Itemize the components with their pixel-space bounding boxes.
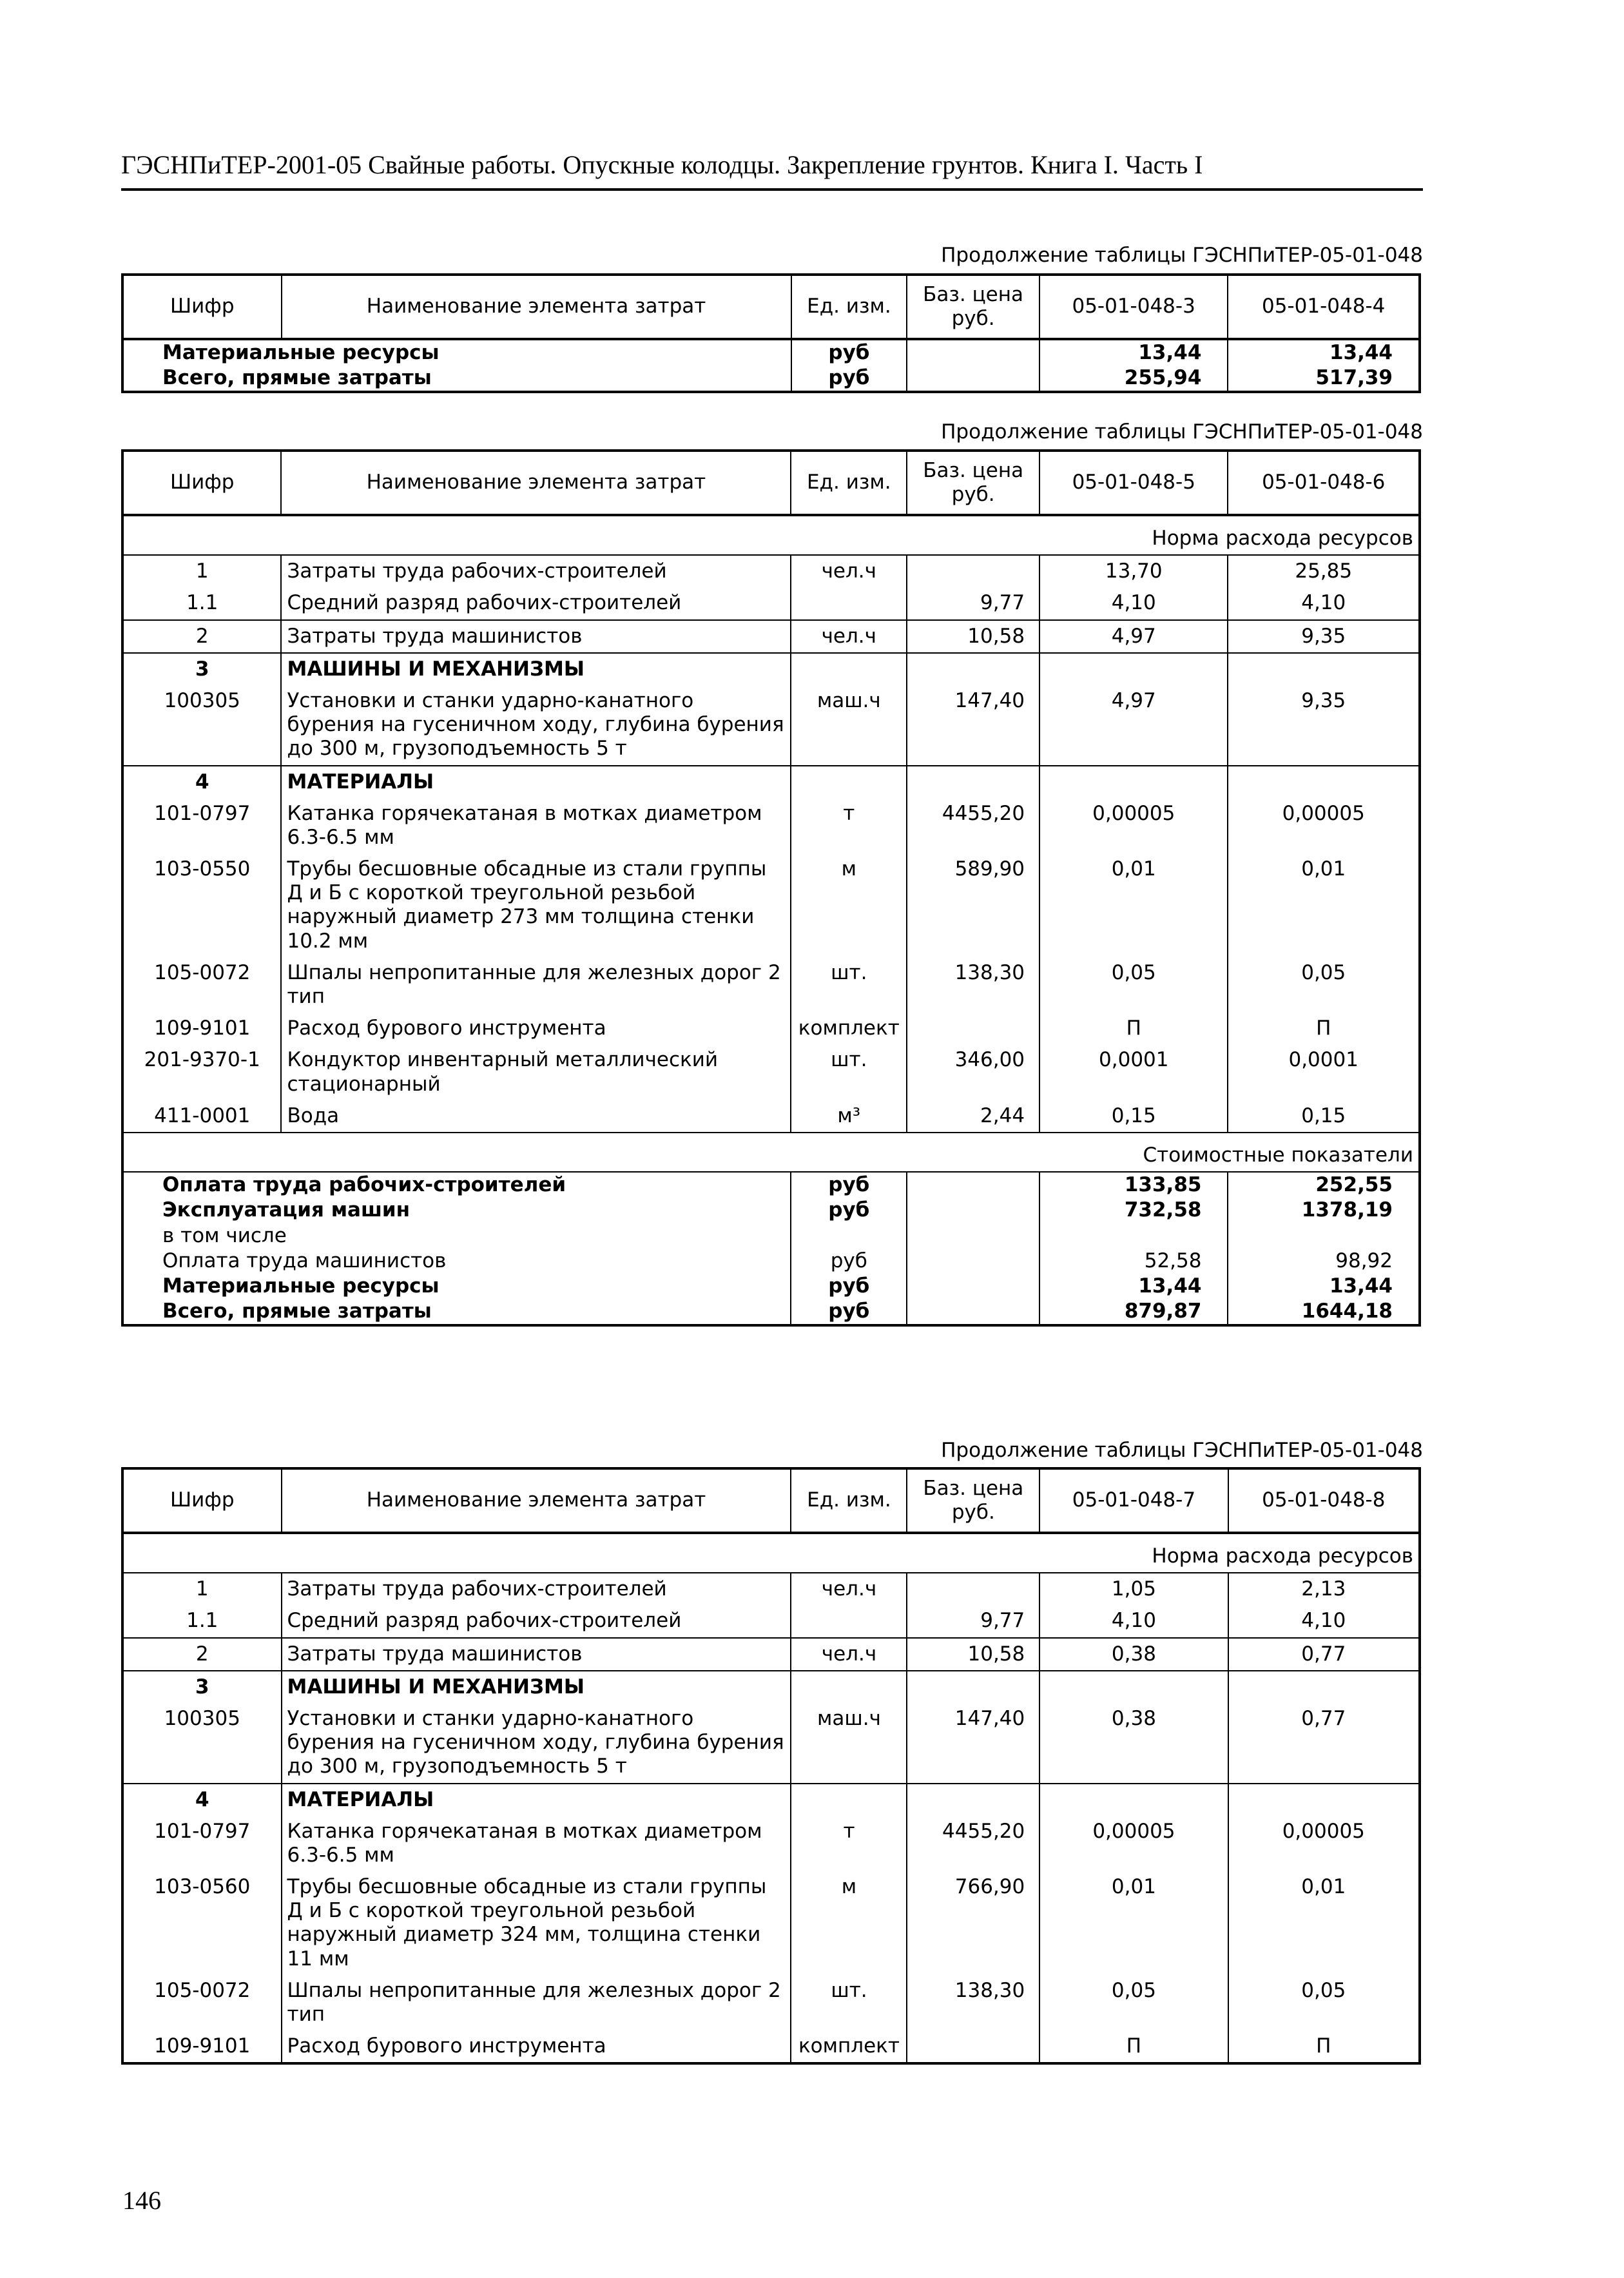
header-col-1: 05-01-048-5: [1039, 451, 1228, 515]
name-cell: Катанка горячекатаная в мотках диаметром 6.3-6.5 мм: [282, 1816, 791, 1871]
table-caption: Продолжение таблицы ГЭСНПиТЕР-05-01-048: [941, 420, 1423, 443]
code-cell: 201-9370-1: [122, 1044, 281, 1100]
value-cell-1: 0,0001: [1039, 1044, 1228, 1100]
code-cell: 3: [122, 653, 281, 685]
unit-cell: т: [791, 1816, 907, 1871]
value-cell-1: [1039, 766, 1228, 798]
name-cell: Кондуктор инвентарный металлический стационарный: [281, 1044, 791, 1100]
unit-cell: руб: [791, 1172, 907, 1198]
value-cell-1: [1039, 653, 1228, 685]
table-row: [122, 1605, 1420, 1637]
code-cell: 1: [122, 555, 281, 587]
header-price: Баз. цена руб.: [907, 275, 1039, 339]
price-cell: [907, 1198, 1039, 1223]
code-cell: 105-0072: [122, 1975, 282, 2030]
unit-cell: [791, 1671, 907, 1703]
summary-row: [122, 1198, 1420, 1223]
value-cell-2: [1228, 1671, 1420, 1703]
header-name: Наименование элемента затрат: [282, 1468, 791, 1533]
price-cell: [907, 1784, 1039, 1816]
value-cell-1: [1039, 1784, 1228, 1816]
header-unit: Ед. изм.: [791, 451, 907, 515]
value-cell-1: 1,05: [1039, 1573, 1228, 1605]
code-cell: 2: [122, 1638, 282, 1671]
section-row: [122, 1133, 1420, 1172]
unit-cell: комплект: [791, 2030, 907, 2063]
table-row: [122, 653, 1420, 685]
name-cell: Шпалы непропитанные для железных дорог 2 тип: [282, 1975, 791, 2030]
value-cell-2: 0,00005: [1228, 1816, 1420, 1871]
summary-row: [122, 1223, 1420, 1249]
value-cell-1: 732,58: [1039, 1198, 1228, 1223]
unit-cell: [791, 766, 907, 798]
name-cell: Трубы бесшовные обсадные из стали группы Д и Б с короткой треугольной резьбой наружный диаметр 273 мм толщина стенки 10.2 мм: [281, 853, 791, 957]
cost-table-2: [121, 449, 1421, 1327]
code-cell: 101-0797: [122, 1816, 282, 1871]
value-cell-1: 0,38: [1039, 1703, 1228, 1784]
price-cell: [907, 365, 1039, 392]
value-cell-1: 4,10: [1039, 1605, 1228, 1637]
code-cell: 109-9101: [122, 2030, 282, 2063]
unit-cell: шт.: [791, 1044, 907, 1100]
price-cell: 138,30: [907, 957, 1039, 1013]
value-cell-2: 13,44: [1228, 1274, 1420, 1299]
summary-label: Оплата труда рабочих-строителей: [122, 1172, 791, 1198]
unit-cell: шт.: [791, 1975, 907, 2030]
price-cell: [907, 1573, 1039, 1605]
page-number: 146: [122, 2186, 161, 2215]
value-cell-2: 0,0001: [1228, 1044, 1420, 1100]
unit-cell: [791, 1223, 907, 1249]
header-col-2: 05-01-048-4: [1228, 275, 1420, 339]
value-cell-1: 879,87: [1039, 1299, 1228, 1325]
price-cell: 9,77: [907, 1605, 1039, 1637]
unit-cell: [791, 653, 907, 685]
unit-cell: руб: [791, 339, 907, 365]
value-cell-1: 4,10: [1039, 587, 1228, 619]
value-cell-1: 13,44: [1039, 339, 1228, 365]
name-cell: Шпалы непропитанные для железных дорог 2 тип: [281, 957, 791, 1013]
value-cell-2: 0,00005: [1228, 798, 1420, 853]
table-row: [122, 685, 1420, 766]
value-cell-1: 52,58: [1039, 1249, 1228, 1274]
value-cell-2: 517,39: [1228, 365, 1420, 392]
summary-row: [122, 1274, 1420, 1299]
unit-cell: руб: [791, 365, 907, 392]
price-cell: [907, 555, 1039, 587]
code-cell: 109-9101: [122, 1013, 281, 1044]
unit-cell: чел.ч: [791, 555, 907, 587]
value-cell-2: П: [1228, 1013, 1420, 1044]
name-cell: Вода: [281, 1100, 791, 1133]
unit-cell: руб: [791, 1198, 907, 1223]
table-row: [122, 587, 1420, 619]
code-cell: 1.1: [122, 587, 281, 619]
value-cell-1: 4,97: [1039, 685, 1228, 766]
name-cell: МАШИНЫ И МЕХАНИЗМЫ: [282, 1671, 791, 1703]
summary-row: [122, 1299, 1420, 1325]
table-caption: Продолжение таблицы ГЭСНПиТЕР-05-01-048: [941, 1439, 1423, 1462]
value-cell-1: 0,05: [1039, 957, 1228, 1013]
header-col-1: 05-01-048-7: [1039, 1468, 1228, 1533]
price-cell: 147,40: [907, 685, 1039, 766]
price-cell: 4455,20: [907, 1816, 1039, 1871]
unit-cell: м: [791, 1871, 907, 1975]
value-cell-1: 0,05: [1039, 1975, 1228, 2030]
unit-cell: [791, 1784, 907, 1816]
name-cell: Расход бурового инструмента: [282, 2030, 791, 2063]
table-row: [122, 1013, 1420, 1044]
price-cell: [907, 1249, 1039, 1274]
value-cell-2: 0,05: [1228, 1975, 1420, 2030]
name-cell: Средний разряд рабочих-строителей: [281, 587, 791, 619]
unit-cell: руб: [791, 1274, 907, 1299]
value-cell-2: [1228, 653, 1420, 685]
value-cell-1: П: [1039, 1013, 1228, 1044]
table-row: [122, 1703, 1420, 1784]
code-cell: 103-0550: [122, 853, 281, 957]
section-label: Норма расхода ресурсов: [122, 1533, 1420, 1573]
code-cell: 2: [122, 620, 281, 653]
name-cell: Средний разряд рабочих-строителей: [282, 1605, 791, 1637]
header-price: Баз. цена руб.: [907, 1468, 1039, 1533]
price-cell: [907, 1274, 1039, 1299]
value-cell-2: 9,35: [1228, 620, 1420, 653]
name-cell: Затраты труда рабочих-строителей: [282, 1573, 791, 1605]
table-row: [122, 1573, 1420, 1605]
value-cell-1: 0,00005: [1039, 1816, 1228, 1871]
code-cell: 411-0001: [122, 1100, 281, 1133]
value-cell-2: 1378,19: [1228, 1198, 1420, 1223]
table-caption: Продолжение таблицы ГЭСНПиТЕР-05-01-048: [941, 244, 1423, 267]
name-cell: Затраты труда рабочих-строителей: [281, 555, 791, 587]
header-row: [122, 451, 1420, 515]
value-cell-2: 0,77: [1228, 1703, 1420, 1784]
value-cell-2: 0,15: [1228, 1100, 1420, 1133]
price-cell: [907, 2030, 1039, 2063]
summary-row: [122, 1172, 1420, 1198]
unit-cell: т: [791, 798, 907, 853]
price-cell: [907, 653, 1039, 685]
header-row: [122, 275, 1420, 339]
value-cell-2: 2,13: [1228, 1573, 1420, 1605]
price-cell: 10,58: [907, 620, 1039, 653]
summary-label: в том числе: [122, 1223, 791, 1249]
value-cell-2: 98,92: [1228, 1249, 1420, 1274]
name-cell: МАТЕРИАЛЫ: [282, 1784, 791, 1816]
value-cell-1: 0,38: [1039, 1638, 1228, 1671]
name-cell: Трубы бесшовные обсадные из стали группы Д и Б с короткой треугольной резьбой наружный диаметр 324 мм, толщина стенки 11 мм: [282, 1871, 791, 1975]
summary-row: [122, 339, 1420, 365]
header-col-1: 05-01-048-3: [1039, 275, 1228, 339]
header-code: Шифр: [122, 275, 282, 339]
price-cell: [907, 1172, 1039, 1198]
price-cell: [907, 1013, 1039, 1044]
value-cell-2: [1228, 1784, 1420, 1816]
header-row: [122, 1468, 1420, 1533]
price-cell: 138,30: [907, 1975, 1039, 2030]
table-row: [122, 1816, 1420, 1871]
value-cell-2: 1644,18: [1228, 1299, 1420, 1325]
running-header: ГЭСНПиТЕР-2001-05 Свайные работы. Опускные колодцы. Закрепление грунтов. Книга I. Часть I: [121, 150, 1203, 179]
header-name: Наименование элемента затрат: [282, 275, 791, 339]
section-row: [122, 515, 1420, 555]
table-row: [122, 1871, 1420, 1975]
summary-label: Всего, прямые затраты: [122, 365, 791, 392]
name-cell: Расход бурового инструмента: [281, 1013, 791, 1044]
code-cell: 101-0797: [122, 798, 281, 853]
name-cell: МАШИНЫ И МЕХАНИЗМЫ: [281, 653, 791, 685]
unit-cell: комплект: [791, 1013, 907, 1044]
value-cell-1: 0,01: [1039, 1871, 1228, 1975]
unit-cell: маш.ч: [791, 1703, 907, 1784]
unit-cell: руб: [791, 1299, 907, 1325]
section-label: Норма расхода ресурсов: [122, 515, 1420, 555]
table-row: [122, 957, 1420, 1013]
price-cell: [907, 766, 1039, 798]
value-cell-2: 13,44: [1228, 339, 1420, 365]
code-cell: 4: [122, 766, 281, 798]
table-row: [122, 1044, 1420, 1100]
summary-row: [122, 365, 1420, 392]
unit-cell: м: [791, 853, 907, 957]
name-cell: Установки и станки ударно-канатного бурения на гусеничном ходу, глубина бурения до 300 м, грузоподъемность 5 т: [282, 1703, 791, 1784]
name-cell: МАТЕРИАЛЫ: [281, 766, 791, 798]
table-row: [122, 766, 1420, 798]
value-cell-1: П: [1039, 2030, 1228, 2063]
unit-cell: [791, 1605, 907, 1637]
value-cell-1: 0,15: [1039, 1100, 1228, 1133]
unit-cell: руб: [791, 1249, 907, 1274]
summary-label: Материальные ресурсы: [122, 1274, 791, 1299]
table-row: [122, 1784, 1420, 1816]
section-row: [122, 1533, 1420, 1573]
header-code: Шифр: [122, 1468, 282, 1533]
value-cell-1: 4,97: [1039, 620, 1228, 653]
price-cell: 4455,20: [907, 798, 1039, 853]
value-cell-1: [1039, 1223, 1228, 1249]
header-price: Баз. цена руб.: [907, 451, 1039, 515]
header-col-2: 05-01-048-8: [1228, 1468, 1420, 1533]
cost-table-3: [121, 1467, 1421, 2065]
value-cell-1: 255,94: [1039, 365, 1228, 392]
section-label: Стоимостные показатели: [122, 1133, 1420, 1172]
value-cell-2: 252,55: [1228, 1172, 1420, 1198]
value-cell-2: 0,01: [1228, 853, 1420, 957]
value-cell-1: 13,70: [1039, 555, 1228, 587]
unit-cell: шт.: [791, 957, 907, 1013]
code-cell: 1: [122, 1573, 282, 1605]
value-cell-2: 25,85: [1228, 555, 1420, 587]
unit-cell: [791, 587, 907, 619]
value-cell-2: П: [1228, 2030, 1420, 2063]
price-cell: [907, 1223, 1039, 1249]
unit-cell: чел.ч: [791, 620, 907, 653]
header-code: Шифр: [122, 451, 281, 515]
table-row: [122, 798, 1420, 853]
table-row: [122, 1638, 1420, 1671]
header-rule: [121, 188, 1423, 191]
code-cell: 105-0072: [122, 957, 281, 1013]
summary-label: Всего, прямые затраты: [122, 1299, 791, 1325]
value-cell-1: [1039, 1671, 1228, 1703]
code-cell: 100305: [122, 1703, 282, 1784]
price-cell: 589,90: [907, 853, 1039, 957]
summary-label: Оплата труда машинистов: [122, 1249, 791, 1274]
price-cell: 346,00: [907, 1044, 1039, 1100]
value-cell-1: 0,00005: [1039, 798, 1228, 853]
unit-cell: м³: [791, 1100, 907, 1133]
value-cell-2: [1228, 1223, 1420, 1249]
unit-cell: чел.ч: [791, 1573, 907, 1605]
value-cell-2: 4,10: [1228, 587, 1420, 619]
code-cell: 103-0560: [122, 1871, 282, 1975]
value-cell-1: 133,85: [1039, 1172, 1228, 1198]
code-cell: 1.1: [122, 1605, 282, 1637]
summary-row: [122, 1249, 1420, 1274]
value-cell-1: 0,01: [1039, 853, 1228, 957]
value-cell-2: 0,01: [1228, 1871, 1420, 1975]
summary-label: Материальные ресурсы: [122, 339, 791, 365]
price-cell: [907, 339, 1039, 365]
code-cell: 4: [122, 1784, 282, 1816]
table-row: [122, 1671, 1420, 1703]
value-cell-1: 13,44: [1039, 1274, 1228, 1299]
table-row: [122, 1100, 1420, 1133]
header-name: Наименование элемента затрат: [281, 451, 791, 515]
name-cell: Катанка горячекатаная в мотках диаметром 6.3-6.5 мм: [281, 798, 791, 853]
table-row: [122, 1975, 1420, 2030]
value-cell-2: 9,35: [1228, 685, 1420, 766]
unit-cell: маш.ч: [791, 685, 907, 766]
price-cell: 9,77: [907, 587, 1039, 619]
header-unit: Ед. изм.: [791, 275, 907, 339]
price-cell: [907, 1299, 1039, 1325]
name-cell: Затраты труда машинистов: [282, 1638, 791, 1671]
name-cell: Затраты труда машинистов: [281, 620, 791, 653]
table-row: [122, 2030, 1420, 2063]
header-col-2: 05-01-048-6: [1228, 451, 1420, 515]
price-cell: 147,40: [907, 1703, 1039, 1784]
price-cell: 2,44: [907, 1100, 1039, 1133]
table-row: [122, 853, 1420, 957]
cost-table-1: [121, 273, 1421, 393]
table-row: [122, 620, 1420, 653]
name-cell: Установки и станки ударно-канатного бурения на гусеничном ходу, глубина бурения до 300 м, грузоподъемность 5 т: [281, 685, 791, 766]
value-cell-2: 0,77: [1228, 1638, 1420, 1671]
code-cell: 100305: [122, 685, 281, 766]
price-cell: 10,58: [907, 1638, 1039, 1671]
unit-cell: чел.ч: [791, 1638, 907, 1671]
code-cell: 3: [122, 1671, 282, 1703]
summary-label: Эксплуатация машин: [122, 1198, 791, 1223]
header-unit: Ед. изм.: [791, 1468, 907, 1533]
price-cell: 766,90: [907, 1871, 1039, 1975]
value-cell-2: 4,10: [1228, 1605, 1420, 1637]
value-cell-2: 0,05: [1228, 957, 1420, 1013]
price-cell: [907, 1671, 1039, 1703]
table-row: [122, 555, 1420, 587]
value-cell-2: [1228, 766, 1420, 798]
